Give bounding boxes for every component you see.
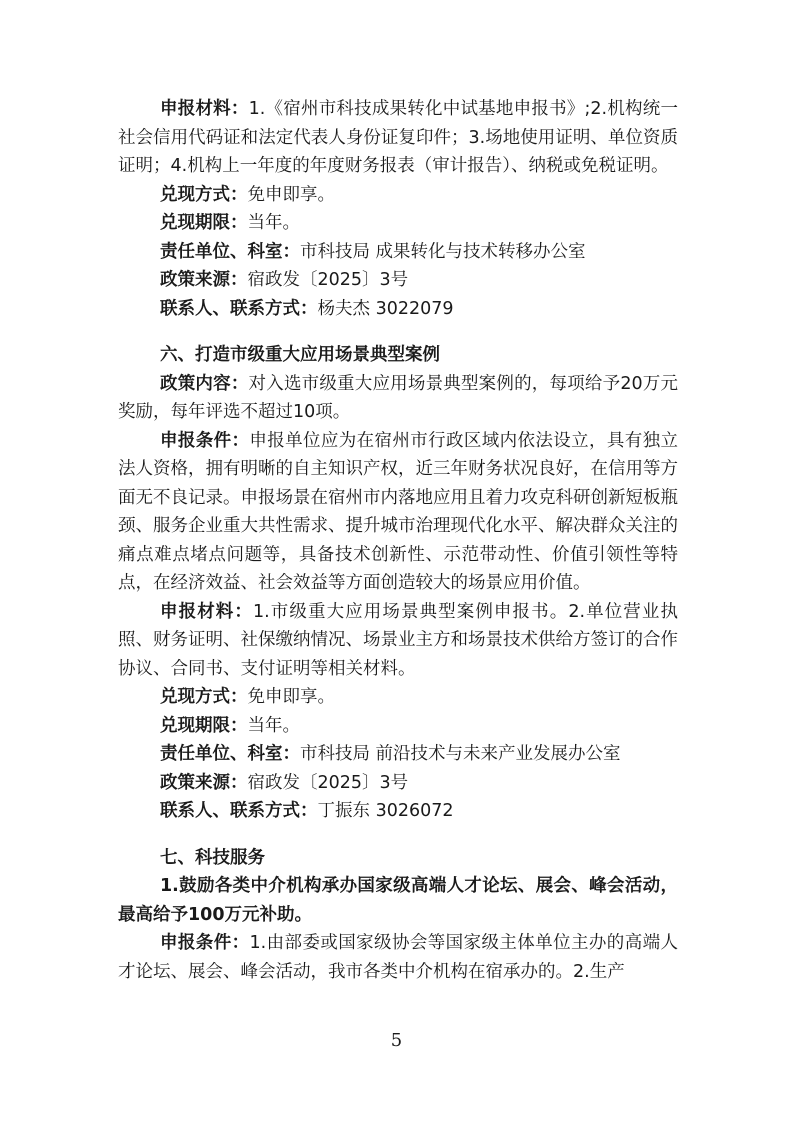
sec6-redeem — [118, 683, 678, 712]
label: 申报材料： — [160, 601, 253, 622]
sec7-item1: 1.鼓励各类中介机构承办国家级高端人才论坛、展会、峰会活动，最高给予100万元补助。 — [118, 876, 678, 925]
sec6-source — [118, 769, 678, 798]
label: 联系人、联系方式： — [160, 801, 318, 821]
text: 申报单位应为在宿州市行政区域内依法设立，具有独立法人资格，拥有明晰的自主知识产权，近三年财务状况良好，在信用等方面无不良记录。申报场景在宿州市内落地应用且着力攻克科研创新短板瓶颈、服务企业重大共性需求、提升城市治理现代化水平、解决群众关注的痛点难点堵点问题等，具备技术创新性、示范带动性、价值引领性等特点，在经济效益、社会效益等方面创造较大的场景应用价值。 — [118, 430, 678, 593]
label: 兑现方式： — [160, 184, 248, 205]
sec6-contact — [118, 797, 678, 826]
label: 政策来源： — [160, 772, 248, 793]
text: 1.由部委或国家级协会等国家级主体单位主办的高端人才论坛、展会、峰会活动，我市各类中介机构在宿承办的。2.生产 — [118, 933, 679, 982]
sec5-redeem — [118, 181, 678, 210]
label: 申报条件： — [160, 933, 250, 953]
label: 兑现期限： — [160, 213, 248, 233]
text: 1.《宿州市科技成果转化中试基地申报书》;2.机构统一社会信用代码证和法定代表人身份证复印件；3.场地使用证明、单位资质证明；4.机构上一年度的年度财务报表（审计报告）、纳税或免税证明。 — [118, 99, 678, 176]
text: 丁振东 3026072 — [317, 801, 454, 821]
label: 责任单位、科室： — [160, 241, 300, 262]
sec5-period — [118, 209, 678, 238]
text: 当年。 — [247, 213, 300, 233]
label: 政策内容： — [160, 373, 249, 394]
text: 宿政发〔2025〕3号 — [247, 270, 409, 290]
sec7-heading: 七、科技服务 — [160, 847, 265, 868]
text: 杨夫杰 3022079 — [317, 298, 454, 319]
text: 当年。 — [247, 715, 300, 736]
text: 市科技局 成果转化与技术转移办公室 — [300, 241, 586, 262]
sec6-period — [118, 712, 678, 741]
label: 联系人、联系方式： — [160, 298, 318, 319]
label: 兑现方式： — [160, 687, 248, 707]
sec5-unit — [118, 238, 678, 267]
sec5-materials — [118, 95, 678, 181]
text: 免申即享。 — [247, 687, 335, 707]
text: 1.市级重大应用场景典型案例申报书。2.单位营业执照、财务证明、社保缴纳情况、场景业主方和场景技术供给方签订的合作协议、合同书、支付证明等相关材料。 — [118, 601, 678, 679]
label: 兑现期限： — [160, 715, 248, 736]
sec7-conditions — [118, 929, 678, 986]
label: 申报材料： — [160, 99, 249, 119]
text: 宿政发〔2025〕3号 — [247, 772, 409, 793]
sec6-content — [118, 370, 678, 427]
sec6-materials — [118, 598, 678, 684]
text: 免申即享。 — [247, 184, 335, 205]
document-page — [118, 95, 678, 986]
text: 对入选市级重大应用场景典型案例的，每项给予20万元奖励，每年评选不超过10项。 — [118, 373, 678, 422]
sec5-source — [118, 266, 678, 295]
label: 申报条件： — [160, 430, 250, 451]
page-number: 5 — [390, 1030, 403, 1051]
sec5-contact — [118, 295, 678, 324]
label: 责任单位、科室： — [160, 744, 300, 764]
sec6-heading: 六、打造市级重大应用场景典型案例 — [160, 345, 440, 365]
text: 市科技局 前沿技术与未来产业发展办公室 — [300, 744, 621, 764]
sec6-unit — [118, 740, 678, 769]
label: 政策来源： — [160, 270, 248, 290]
sec6-conditions — [118, 427, 678, 598]
